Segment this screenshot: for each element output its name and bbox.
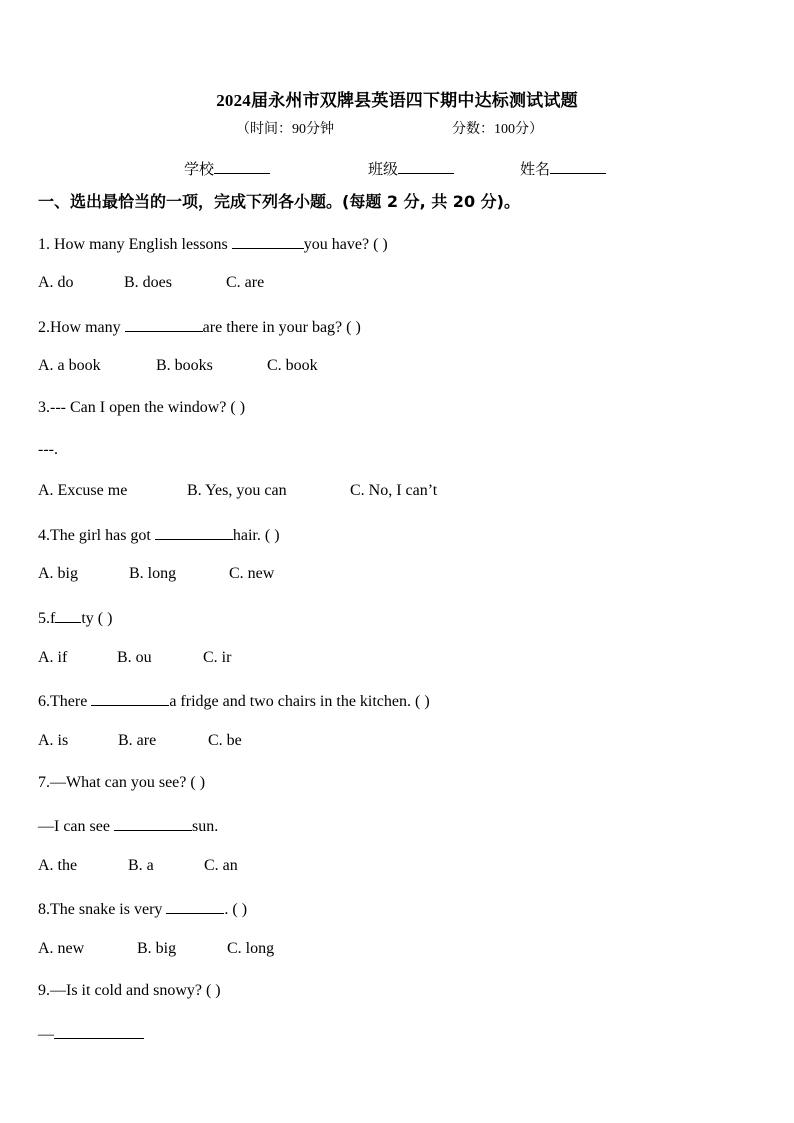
question-9-stem: 9.—Is it cold and snowy? ( )	[38, 982, 221, 999]
option-c: C. No, I can’t	[350, 482, 438, 499]
question-7-reply: —I can see sun.	[38, 815, 218, 836]
class-blank	[398, 159, 454, 174]
question-7-options	[38, 857, 238, 875]
exam-score: 分数：100分）	[452, 122, 543, 137]
option-a: A. a book	[38, 357, 101, 374]
option-c: C. book	[267, 357, 318, 374]
answer-blank	[55, 607, 81, 623]
page-title: 2024届永州市双牌县英语四下期中达标测试试题	[216, 91, 578, 110]
option-b: B. books	[156, 357, 213, 374]
answer-blank	[166, 898, 224, 914]
class-field	[368, 158, 454, 179]
question-1-options	[38, 274, 264, 292]
option-a: A. the	[38, 857, 78, 874]
question-9-reply: —	[38, 1023, 144, 1044]
question-8-stem: 8.The snake is very . ( )	[38, 898, 247, 919]
question-4-options	[38, 565, 274, 583]
option-b: B. does	[124, 274, 172, 291]
question-1-stem: 1. How many English lessons you have? ( )	[38, 233, 388, 254]
question-6-options	[38, 732, 242, 750]
question-2-stem: 2.How many are there in your bag? ( )	[38, 316, 361, 337]
option-c: C. long	[227, 940, 275, 957]
option-a: A. if	[38, 649, 68, 666]
name-blank	[550, 159, 606, 174]
question-8-options	[38, 940, 274, 958]
exam-time: （时间：90分钟	[236, 122, 334, 137]
answer-blank	[125, 316, 203, 332]
question-3-stem: 3.--- Can I open the window? ( )	[38, 399, 246, 416]
name-label: 姓名	[520, 162, 551, 178]
option-a: A. big	[38, 565, 78, 582]
option-a: A. Excuse me	[38, 482, 128, 499]
option-b: B. are	[118, 732, 157, 749]
question-3-reply: ---.	[38, 441, 58, 458]
option-b: B. ou	[117, 649, 152, 666]
option-b: B. Yes, you can	[187, 482, 287, 499]
name-field	[520, 158, 606, 179]
option-a: A. is	[38, 732, 69, 749]
question-6-stem: 6.There a fridge and two chairs in the kitchen. ( )	[38, 690, 430, 711]
option-a: A. new	[38, 940, 85, 957]
answer-blank	[114, 815, 192, 831]
question-5-options	[38, 649, 231, 667]
answer-blank	[155, 524, 233, 540]
school-blank	[214, 159, 270, 174]
section-heading: 一、选出最恰当的一项，完成下列各小题。(每题 2 分, 共 20 分)。	[38, 192, 520, 211]
option-c: C. are	[226, 274, 265, 291]
option-c: C. new	[229, 565, 275, 582]
option-c: C. ir	[203, 649, 232, 666]
option-b: B. long	[129, 565, 177, 582]
class-label: 班级	[368, 162, 399, 178]
answer-blank	[54, 1023, 144, 1039]
question-7-stem: 7.—What can you see? ( )	[38, 774, 206, 791]
question-5-stem: 5.f ty ( )	[38, 607, 112, 628]
answer-blank	[91, 690, 169, 706]
school-label: 学校	[184, 162, 215, 178]
option-b: B. big	[137, 940, 177, 957]
answer-blank	[232, 233, 304, 249]
question-2-options	[38, 357, 318, 375]
option-a: A. do	[38, 274, 74, 291]
question-3-options	[38, 482, 437, 500]
option-c: C. an	[204, 857, 238, 874]
option-b: B. a	[128, 857, 154, 874]
school-field	[184, 158, 270, 179]
question-4-stem: 4.The girl has got hair. ( )	[38, 524, 280, 545]
option-c: C. be	[208, 732, 242, 749]
